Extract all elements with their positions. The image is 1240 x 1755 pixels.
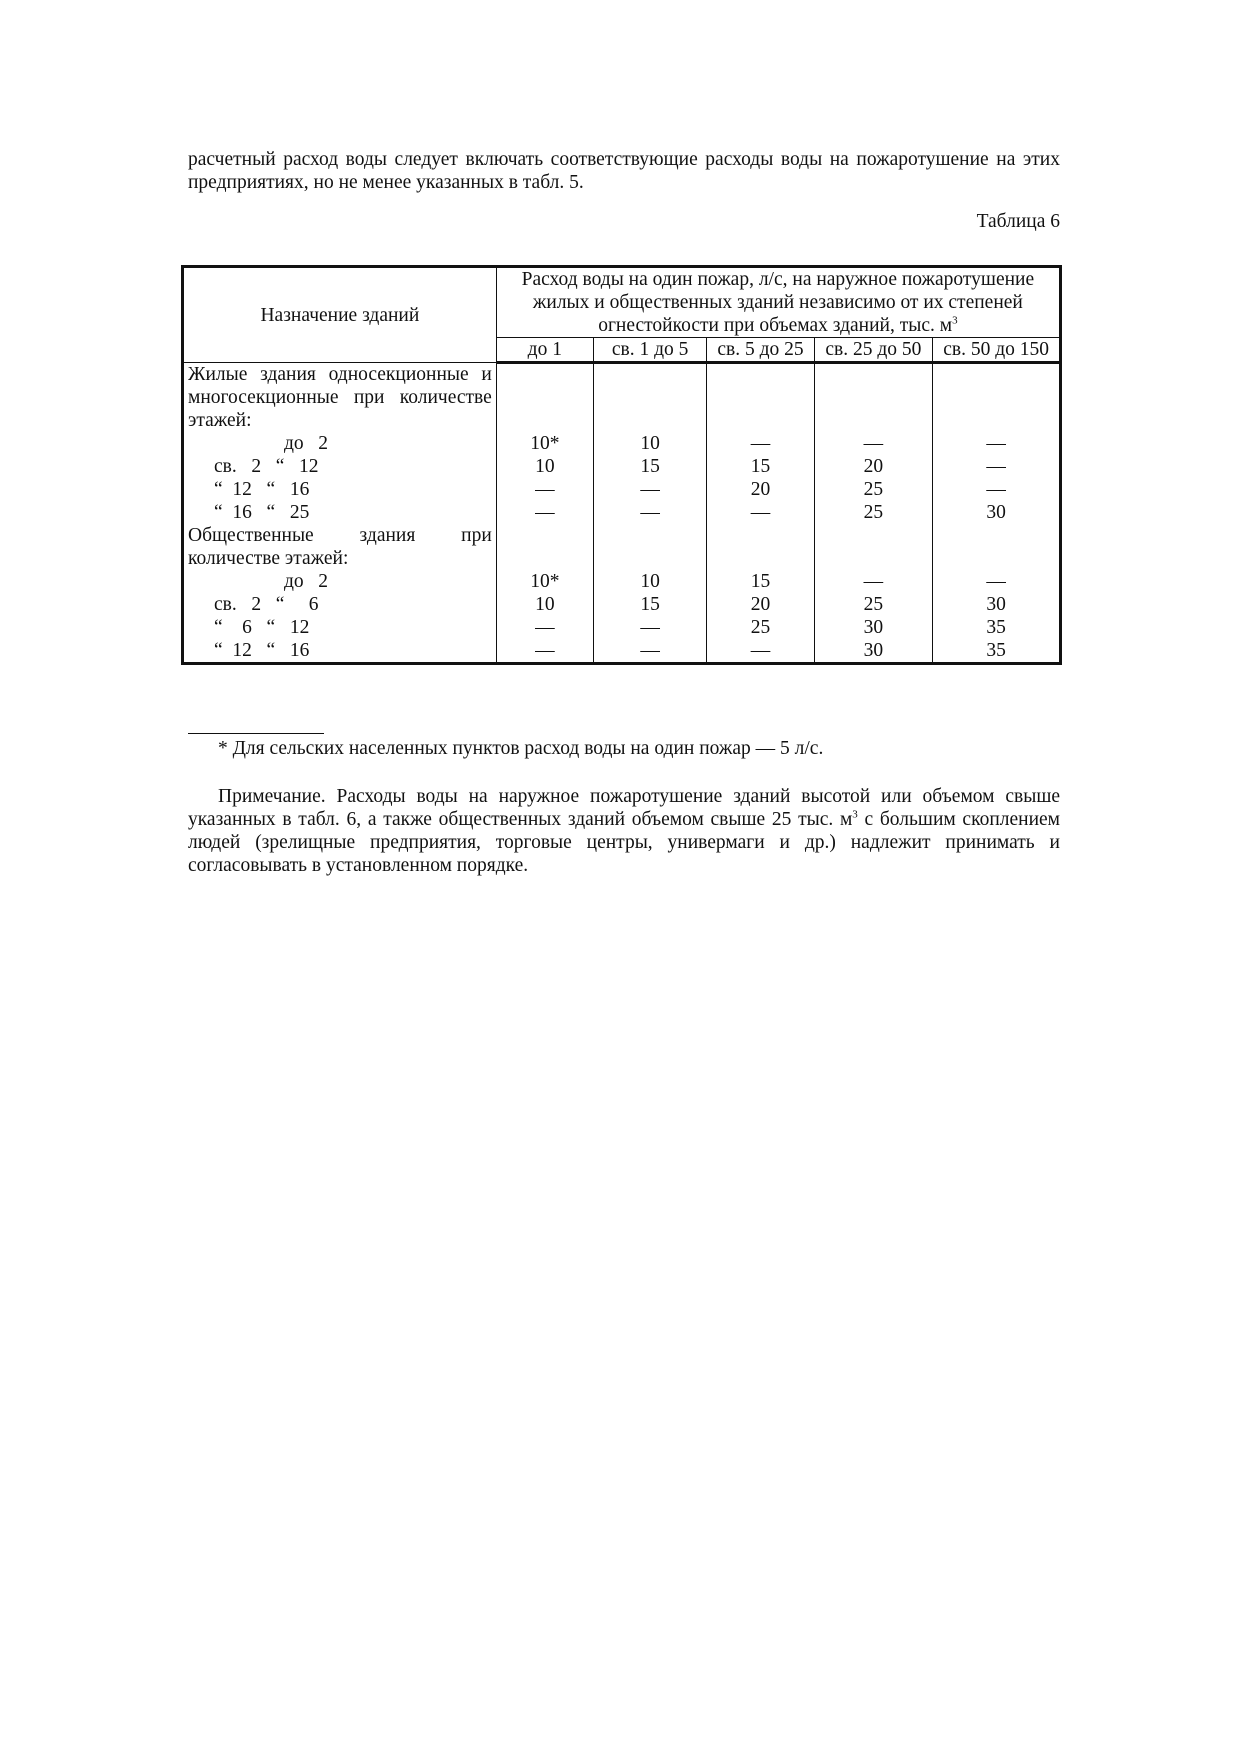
header-unit-sup: 3 [952,314,958,327]
table-row [183,639,1061,664]
group-residential [183,363,1061,433]
cell-value: — [707,501,814,524]
cell-value: — [496,616,593,639]
cell-value: 25 [814,501,933,524]
water-flow-table [181,265,1062,665]
header-building-purpose: Назначение зданий [183,267,497,363]
cell-value: 15 [593,593,706,616]
note-unit-sup: 3 [852,808,858,821]
header-water-flow-group [496,267,1060,338]
note-paragraph [188,785,1060,877]
cell-value: — [593,639,706,664]
note-text-1: Примечание. Расходы воды на наружное пожаротушение зданий высотой или объемом свыше указанных в табл. 6, а также общественных зданий объемом свыше 25 тыс. м [188,786,1060,830]
footnote: * Для сельских населенных пунктов расход воды на один пожар — 5 л/с. [218,738,824,759]
table-row [183,478,1061,501]
note-text-2: с большим скоплением людей (зрелищные предприятия, торговые центры, универмаги и др.) надлежит принимать и согласовывать в установленном порядке. [188,809,1061,876]
row-label: “ 6 “ 12 [183,616,497,639]
cell-value: 30 [814,639,933,664]
table-row [183,570,1061,593]
cell-value: 25 [707,616,814,639]
cell-value: — [496,478,593,501]
group-public-label: Общественные здания при количестве этажей: [183,524,497,570]
cell-value: 20 [707,478,814,501]
cell-value: 20 [814,455,933,478]
cell-value: 25 [814,478,933,501]
cell-value: 15 [707,570,814,593]
cell-value: 10 [593,432,706,455]
row-label: “ 12 “ 16 [183,639,497,664]
cell-value: — [707,432,814,455]
row-label: “ 16 “ 25 [183,501,497,524]
table-caption: Таблица 6 [976,211,1060,232]
cell-value: — [593,501,706,524]
group-public [183,524,1061,570]
group-residential-label: Жилые здания односекционные и многосекционные при количестве этажей: [183,363,497,433]
intro-paragraph: расчетный расход воды следует включать соответствующие расходы воды на пожаротушение на этих предприятиях, но не менее указанных в табл. 5. [188,149,1060,193]
cell-value: 10* [496,432,593,455]
cell-value: — [496,639,593,664]
row-label: до 2 [183,432,497,455]
row-label: до 2 [183,570,497,593]
cell-value: 35 [933,616,1061,639]
cell-value: — [593,616,706,639]
table-row [183,432,1061,455]
row-label: св. 2 “ 12 [183,455,497,478]
cell-value: 10 [496,455,593,478]
cell-value: 10 [593,570,706,593]
header-volume-col-2: св. 1 до 5 [593,338,706,363]
cell-value: 20 [707,593,814,616]
cell-value: 35 [933,639,1061,664]
cell-value: — [933,478,1061,501]
header-volume-col-5: св. 50 до 150 [933,338,1061,363]
cell-value: — [593,478,706,501]
header-volume-col-4: св. 25 до 50 [814,338,933,363]
cell-value: — [933,570,1061,593]
table-row [183,593,1061,616]
cell-value: — [707,639,814,664]
table-row [183,501,1061,524]
cell-value: — [496,501,593,524]
cell-value: 30 [933,593,1061,616]
cell-value: — [933,455,1061,478]
row-label: “ 12 “ 16 [183,478,497,501]
cell-value: 15 [707,455,814,478]
cell-value: — [814,570,933,593]
header-volume-col-3: св. 5 до 25 [707,338,814,363]
cell-value: 10* [496,570,593,593]
header-volume-col-1: до 1 [496,338,593,363]
cell-value: 15 [593,455,706,478]
cell-value: — [814,432,933,455]
header-water-flow-text: Расход воды на один пожар, л/с, на наружное пожаротушение жилых и общественных зданий независимо от их степеней огнестойкости при объемах зданий, тыс. м [521,269,1035,336]
cell-value: 30 [814,616,933,639]
cell-value: — [933,432,1061,455]
table-row [183,616,1061,639]
table-row [183,455,1061,478]
cell-value: 25 [814,593,933,616]
footnote-separator [188,733,324,734]
cell-value: 10 [496,593,593,616]
cell-value: 30 [933,501,1061,524]
row-label: св. 2 “ 6 [183,593,497,616]
document-page [188,148,1060,251]
